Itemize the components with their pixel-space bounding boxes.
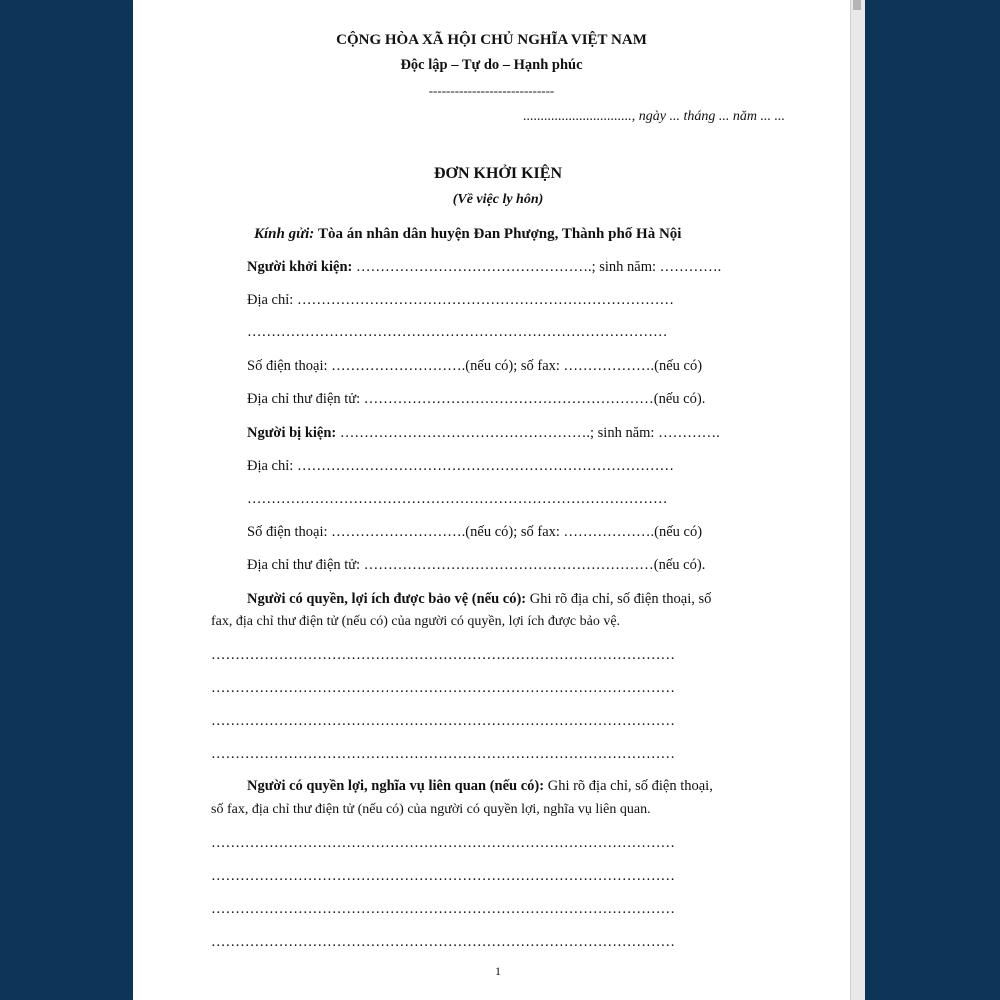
related-blank-line: …………………………………………………………………………………… (211, 868, 675, 884)
defendant-address-label: Địa chỉ: (247, 458, 294, 474)
nation-title: CỘNG HÒA XÃ HỘI CHỦ NGHĨA VIỆT NAM (336, 32, 647, 48)
related-party-line1 (247, 777, 713, 795)
page-number: 1 (495, 964, 501, 978)
protected-blank-line: …………………………………………………………………………………… (211, 713, 675, 729)
date-line: ..............................., ngày ... tháng ... năm ... ... (523, 109, 785, 124)
protected-blank-line: …………………………………………………………………………………… (211, 680, 675, 696)
plaintiff-name-fill: ………………………………………….; sinh năm: …………. (352, 259, 722, 275)
document-title: ĐƠN KHỞI KIỆN (433, 165, 562, 182)
defendant-phone-line: Số điện thoại: ……………………….(nếu có); số fax: ……………….(nếu có) (247, 524, 703, 540)
defendant-address-line2: …………………………………………………………………………… (247, 491, 668, 507)
defendant-name-fill: …………………………………………….; sinh năm: …………. (336, 425, 720, 441)
related-blank-line: …………………………………………………………………………………… (211, 835, 675, 851)
defendant-address-line (247, 457, 674, 475)
related-party-line2: số fax, địa chỉ thư điện tử (nếu có) của người có quyền lợi, nghĩa vụ liên quan. (211, 802, 651, 817)
protected-party-line2: fax, địa chỉ thư điện tử (nếu có) của người có quyền, lợi ích được bảo vệ. (211, 614, 621, 629)
related-party-desc1: Ghi rõ địa chỉ, số điện thoại, (544, 778, 713, 794)
vertical-scrollbar[interactable] (850, 0, 865, 1000)
related-blank-line: …………………………………………………………………………………… (211, 934, 675, 950)
document-subtitle: (Về việc ly hôn) (452, 192, 544, 207)
plaintiff-address-line2: …………………………………………………………………………… (247, 324, 668, 340)
recipient-value: Tòa án nhân dân huyện Đan Phượng, Thành phố Hà Nội (318, 226, 682, 242)
protected-party-line1 (247, 590, 711, 608)
plaintiff-phone-line: Số điện thoại: ……………………….(nếu có); số fax: ……………….(nếu có) (247, 358, 703, 374)
protected-party-label: Người có quyền, lợi ích được bảo vệ (nếu có): (247, 591, 527, 607)
plaintiff-address-line (247, 291, 674, 309)
defendant-name-line (247, 424, 720, 442)
plaintiff-address-fill: …………………………………………………………………… (293, 292, 674, 308)
plaintiff-label: Người khởi kiện: (247, 259, 353, 275)
related-party-label: Người có quyền lợi, nghĩa vụ liên quan (nếu có): (247, 778, 545, 794)
protected-blank-line: …………………………………………………………………………………… (211, 647, 675, 663)
motto: Độc lập – Tự do – Hạnh phúc (400, 57, 583, 73)
defendant-email-line: Địa chỉ thư điện tử: ……………………………………………………(nếu có). (247, 557, 706, 573)
plaintiff-address-label: Địa chỉ: (247, 292, 294, 308)
recipient-label: Kính gửi: (254, 226, 315, 242)
protected-blank-line: …………………………………………………………………………………… (211, 746, 675, 762)
header-separator: ----------------------------- (428, 83, 555, 98)
protected-party-desc1: Ghi rõ địa chỉ, số điện thoại, số (526, 591, 712, 607)
plaintiff-name-line (247, 258, 721, 276)
defendant-address-fill: …………………………………………………………………… (293, 458, 674, 474)
related-blank-line: …………………………………………………………………………………… (211, 901, 675, 917)
plaintiff-email-line: Địa chỉ thư điện tử: ……………………………………………………(nếu có). (247, 391, 706, 407)
recipient (254, 225, 681, 243)
scrollbar-thumb[interactable] (853, 0, 861, 10)
defendant-label: Người bị kiện: (247, 425, 337, 441)
